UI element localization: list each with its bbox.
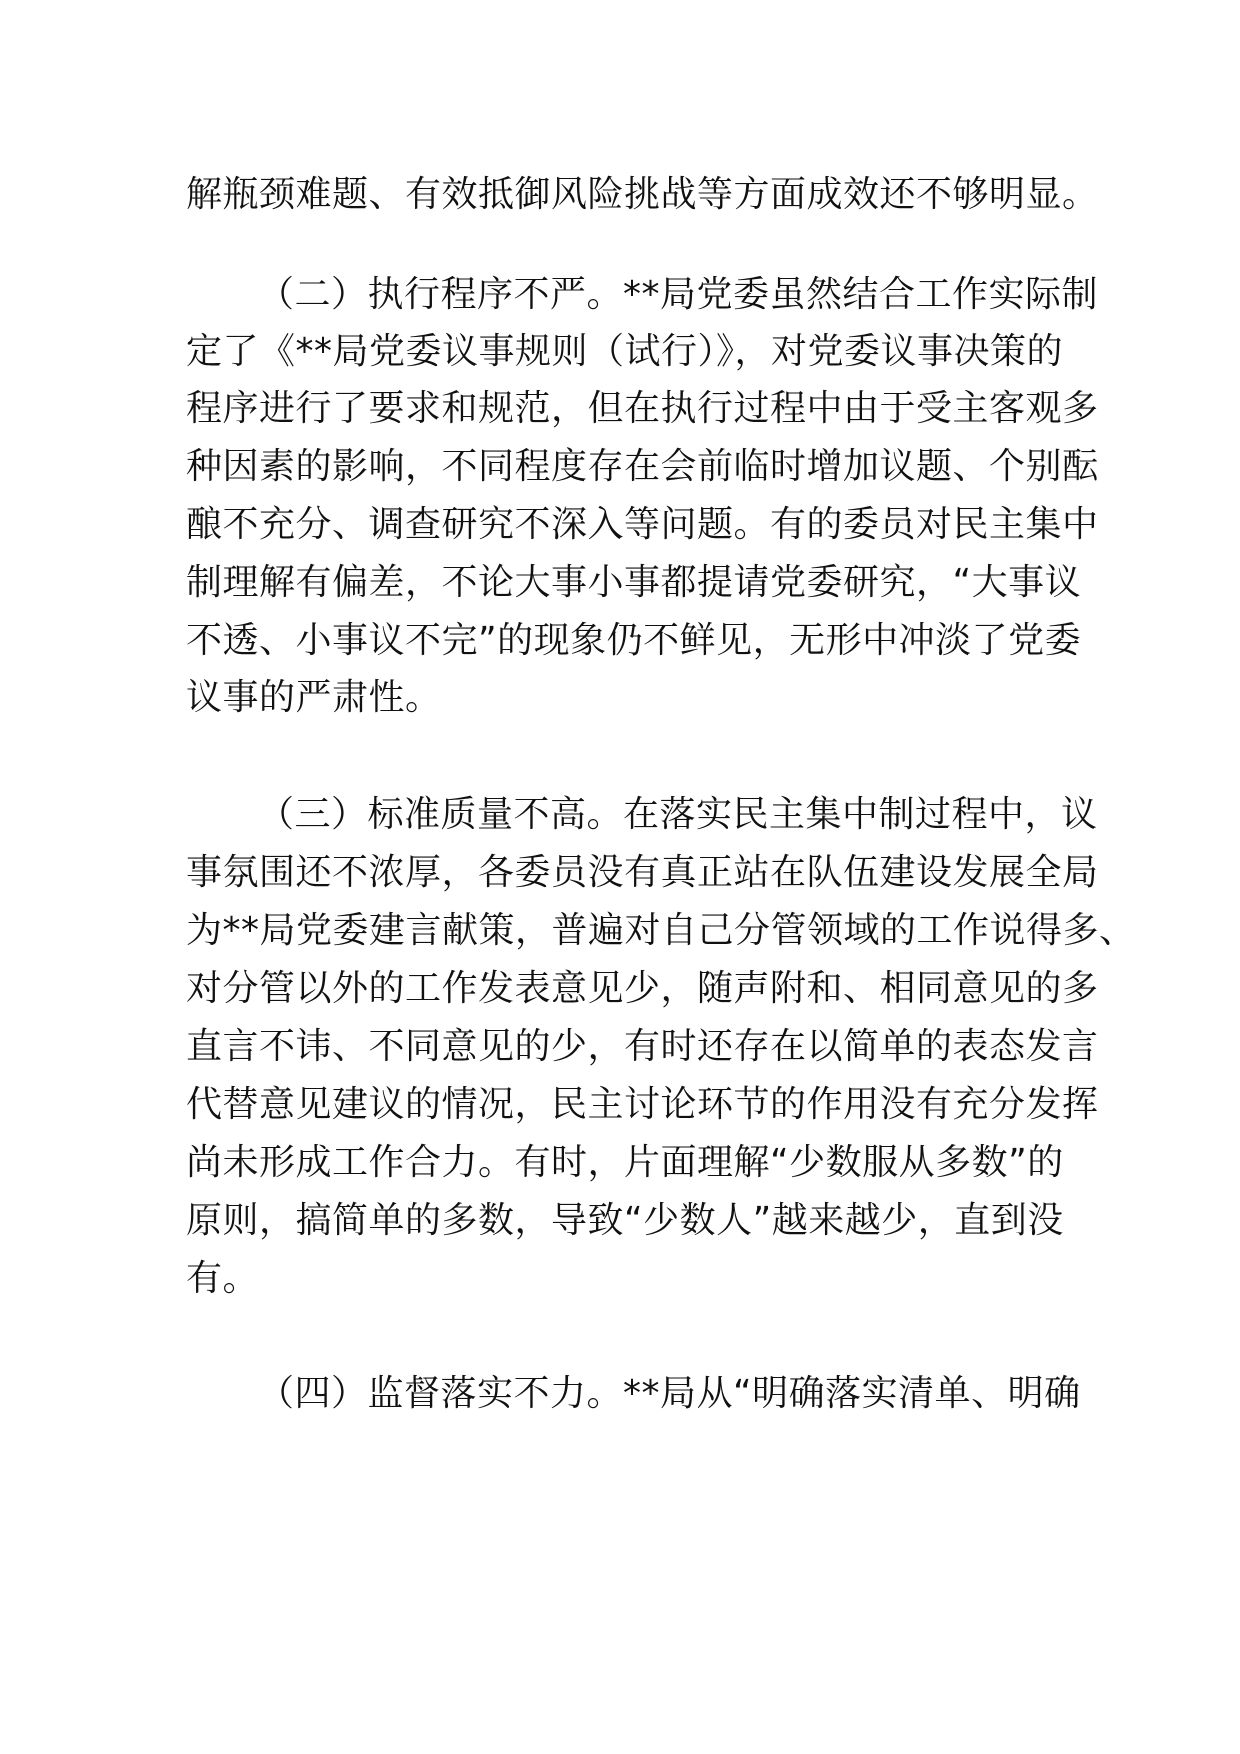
text-line: 有。 [186, 1258, 260, 1299]
text-line: 定了《**局党委议事规则（试行）》，对党委议事决策的 [186, 331, 1064, 372]
text-line: 事氛围还不浓厚，各委员没有真正站在队伍建设发展全局 [186, 852, 1099, 893]
text-line: 原则，搞简单的多数，导致“少数人”越来越少，直到没 [186, 1200, 1064, 1241]
text-line: 尚未形成工作合力。有时，片面理解“少数服从多数”的 [186, 1142, 1064, 1183]
text-line: 议事的严肃性。 [186, 677, 442, 718]
text-line: 对分管以外的工作发表意见少，随声附和、相同意见的多 [186, 968, 1099, 1009]
text-line: 酿不充分、调查研究不深入等问题。有的委员对民主集中 [186, 504, 1099, 545]
text-line: 直言不讳、不同意见的少，有时还存在以简单的表态发言 [186, 1026, 1099, 1067]
paragraph-heading-2: （二）执行程序不严。**局党委虽然结合工作实际制 [258, 274, 1099, 315]
text-line: 种因素的影响，不同程度存在会前临时增加议题、个别酝 [186, 446, 1099, 487]
text-line: 制理解有偏差，不论大事小事都提请党委研究，“大事议 [186, 562, 1082, 603]
text-line: 解瓶颈难题、有效抵御风险挑战等方面成效还不够明显。 [186, 174, 1099, 215]
paragraph-heading-3: （三）标准质量不高。在落实民主集中制过程中，议 [258, 794, 1098, 835]
text-line: 不透、小事议不完”的现象仍不鲜见，无形中冲淡了党委 [186, 620, 1082, 661]
text-line: 代替意见建议的情况，民主讨论环节的作用没有充分发挥 [186, 1084, 1099, 1125]
text-line: 为**局党委建言献策，普遍对自己分管领域的工作说得多、 [186, 910, 1136, 951]
text-line: 程序进行了要求和规范，但在执行过程中由于受主客观多 [186, 388, 1099, 429]
paragraph-heading-4: （四）监督落实不力。**局从“明确落实清单、明确 [258, 1373, 1081, 1414]
